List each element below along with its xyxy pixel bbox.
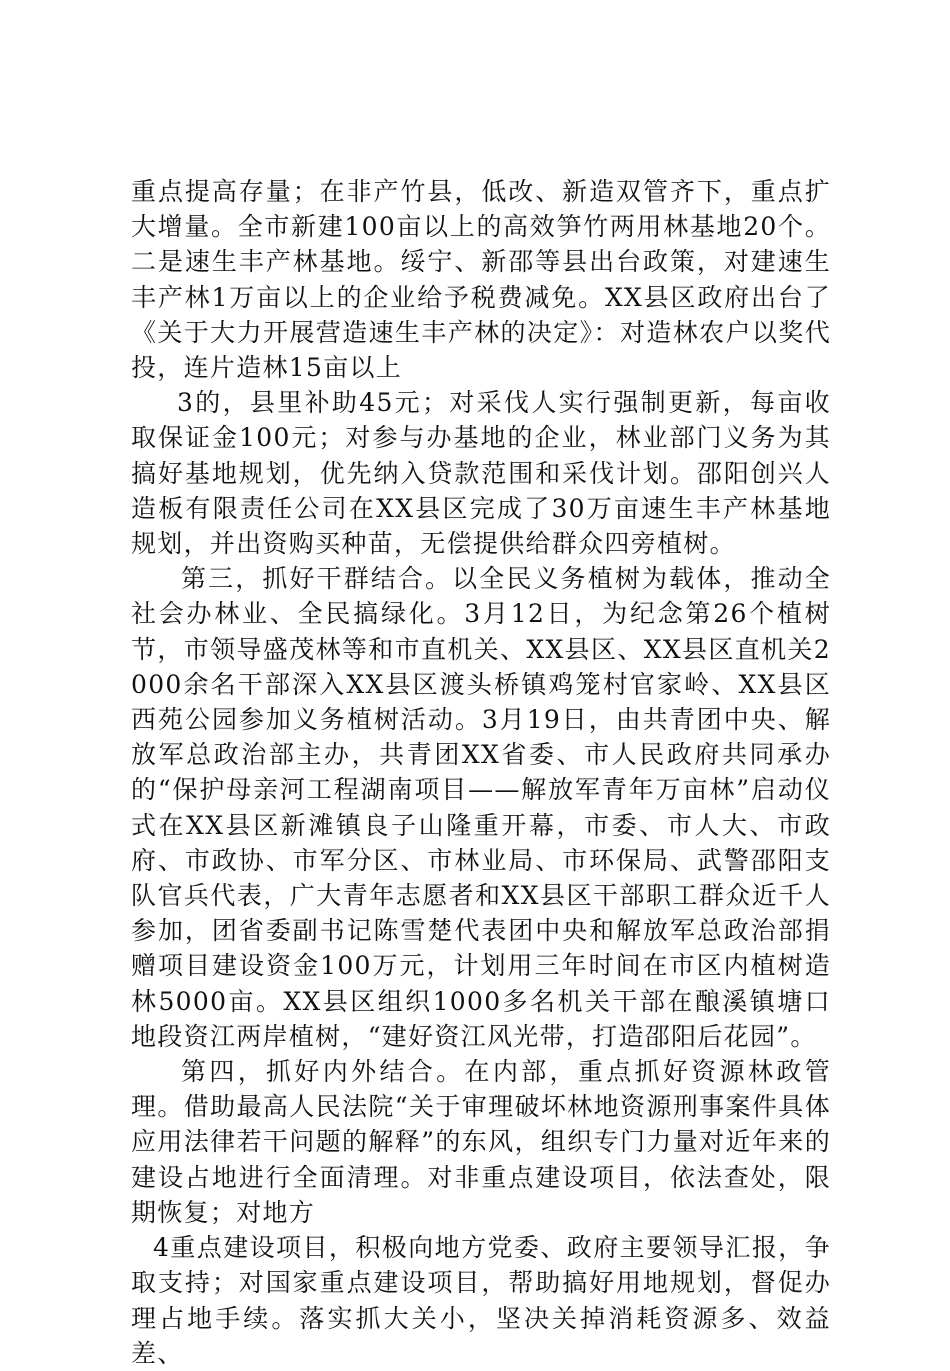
paragraph-bamboo-and-fast-growing-forest: 重点提高存量；在非产竹县，低改、新造双管齐下，重点扩大增量。全市新建100亩以上的高效笋竹两用林基地20个。二是速生丰产林基地。绥宁、新邵等县出台政策，对建速生丰产林1万亩以上的企业给予税费减免。XX县区政府出台了《关于大力开展营造速生丰产林的决定》：对造林农户以奖代投，连片造林15亩以上: [131, 177, 831, 383]
paragraph-third-cadres-and-masses: 第三，抓好干群结合。以全民义务植树为载体，推动全社会办林业、全民搞绿化。3月12日，为纪念第26个植树节，市领导盛茂林等和市直机关、XX县区、XX县区直机关2000余名干部深入XX县区渡头桥镇鸡笼村官家岭、XX县区西苑公园参加义务植树活动。3月19日，由共青团中央、解放军总政治部主办，共青团XX省委、市人民政府共同承办的“保护母亲河工程湖南项目——解放军青年万亩林”启动仪式在XX县区新滩镇良子山隆重开幕，市委、市人大、市政府、市政协、市军分区、市林业局、市环保局、武警邵阳支队官兵代表，广大青年志愿者和XX县区干部职工群众近千人参加，团省委副书记陈雪楚代表团中央和解放军总政治部捐赠项目建设资金100万元，计划用三年时间在市区内植树造林5000亩。XX县区组织1000多名机关干部在酿溪镇塘口地段资江两岸植树，“建好资江风光带，打造邵阳后花园”。: [131, 564, 831, 1051]
paragraph-subsidy-and-planning: 3的，县里补助45元；对采伐人实行强制更新，每亩收取保证金100元；对参与办基地的企业，林业部门义务为其搞好基地规划，优先纳入贷款范围和采伐计划。邵阳创兴人造板有限责任公司在XX县区完成了30万亩速生丰产林基地规划，并出资购买种苗，无偿提供给群众四旁植树。: [131, 388, 831, 559]
document-body: [131, 174, 831, 1371]
paragraph-fourth-internal-external: 第四，抓好内外结合。在内部，重点抓好资源林政管理。借助最高人民法院“关于审理破坏林地资源刑事案件具体应用法律若干问题的解释”的东风，组织专门力量对近年来的建设占地进行全面清理。对非重点建设项目，依法查处，限期恢复；对地方: [131, 1057, 831, 1227]
paragraph-key-construction-projects: 4重点建设项目，积极向地方党委、政府主要领导汇报，争取支持；对国家重点建设项目，帮助搞好用地规划，督促办理占地手续。落实抓大关小，坚决关掉消耗资源多、效益差、: [131, 1233, 831, 1368]
